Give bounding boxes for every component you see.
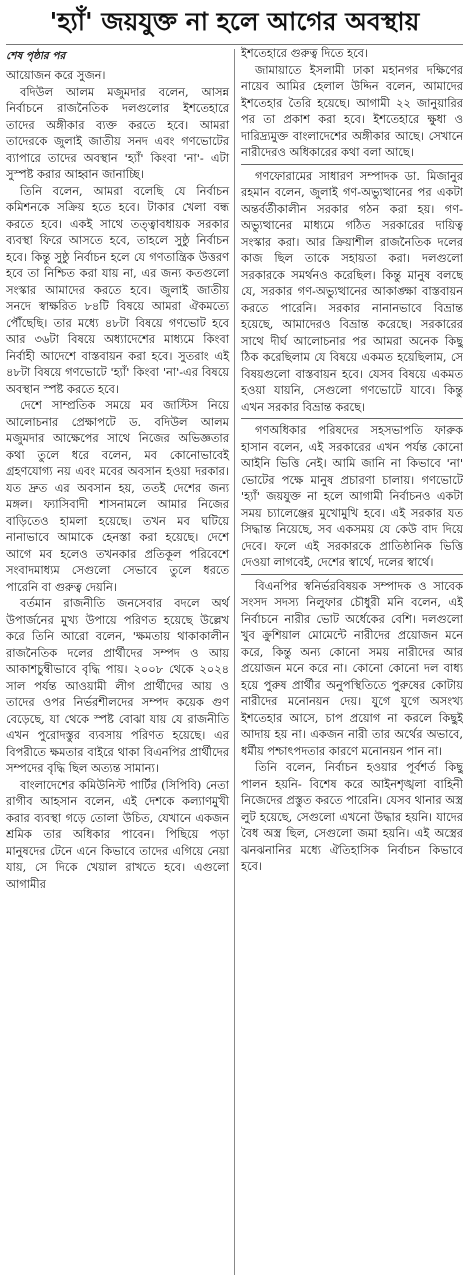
- section-divider: [241, 574, 463, 575]
- section-divider: [241, 418, 463, 419]
- section-divider: [241, 164, 463, 165]
- paragraph: ইশতেহারে গুরুত্ব দিতে হবে।: [241, 46, 369, 60]
- article-columns: [6, 45, 463, 1275]
- paragraph: বাংলাদেশের কমিউনিস্ট পার্টির (সিপিবি) নেতা রাগীব আহসান বলেন, এই দেশকে কল্যাণমুখী করার ব্যবস্থা গড়ে তোলা উচিত, যেখানে একজন শ্রমিক তার অধিকার পাবেন। পিছিয়ে পড়া মানুষদের টেনে এনে কিভাবে তাদের এগিয়ে নেয়া যায়, সে দিকে খেয়াল রাখতে হবে। এগুলো আগামীর: [6, 777, 229, 891]
- paragraph: বদিউল আলম মজুমদার বলেন, আসন্ন নির্বাচনে রাজনৈতিক দলগুলোর ইশতেহারে তাদের অঙ্গীকার ব্যক্ত করতে হবে। আমরা তাদেরকে জুলাই জাতীয় সনদ এবং গণভোটের ব্যাপারে তাদের অবস্থান 'হ্যাঁ' কিংবা 'না'- এটা সুস্পষ্ট করার আহ্বান জানাচ্ছি।: [6, 84, 229, 181]
- right-column: [235, 45, 463, 1275]
- paragraph: জামায়াতে ইসলামী ঢাকা মহানগর দক্ষিণের নায়েব আমির হেলাল উদ্দিন বলেন, আমাদের ইশতেহার তৈরি হয়েছে। আগামী ২২ জানুয়ারির পর তা প্রকাশ করা হবে। ইশতেহারে ক্ষুধা ও দারিদ্র্যমুক্ত বাংলাদেশের অঙ্গীকার আছে। সেখানে নারীদেরও অধিকারের কথা বলা আছে।: [241, 62, 463, 159]
- paragraph: গণঅধিকার পরিষদের সহসভাপতি ফারুক হাসান বলেন, এই সরকারের এখন পর্যন্ত কোনো আইনি ভিত্তি নেই। আমি জানি না কিভাবে 'না' ভোটের পক্ষে মানুষ প্রচারণা চালায়। গণভোটে 'হ্যাঁ' জয়যুক্ত না হলে আগামী নির্বাচনও একটা সময় চ্যালেঞ্জের মুখোমুখি হবে। এই সরকার যত সিদ্ধান্ত নিয়েছে, সব একসময় যে কেউ বাদ দিয়ে দেবে। ফলে এই সরকারকে প্রাতিষ্ঠানিক ভিত্তি দেওয়া লাগবেই, দেশের স্বার্থে, দলের স্বার্থে।: [241, 423, 463, 569]
- paragraph: তিনি বলেন, নির্বাচন হওয়ার পূর্বশর্ত কিছু পালন হয়নি- বিশেষ করে আইনশৃঙ্খলা বাহিনী নিজেদের প্রস্তুত করতে পারেনি। যেসব থানার অস্ত্র লুট হয়েছে, সেগুলো এখনো উদ্ধার হয়নি। যাদের বৈধ অস্ত্র ছিল, সেগুলো জমা হয়নি। এই অস্ত্রের ঝনঝনানির মধ্যে ঐতিহাসিক নির্বাচন কিভাবে হবে।: [241, 760, 463, 873]
- paragraph: গণফোরামের সাধারণ সম্পাদক ডা. মিজানুর রহমান বলেন, জুলাই গণ-অভ্যুত্থানের পর একটা অন্তর্বর্তীকালীন সরকার গঠন করা হয়। গণ-অভ্যুত্থানের মাধ্যমে গঠিত সরকারের দায়িত্ব সংস্কার করা। আর ক্রিয়াশীল রাজনৈতিক দলের কাজ ছিল তাকে সহায়তা করা। দলগুলো সরকারকে সমর্থনও করেছিল। কিন্তু মানুষ বলছে যে, সরকার গণ-অভ্যুত্থানের আকাঙ্ক্ষা বাস্তবায়ন করতে পারেনি। সরকার নানানভাবে বিভ্রান্ত হয়েছে, আমাদেরও বিভ্রান্ত করেছে। সরকারের সাথে দীর্ঘ আলোচনার পর আমরা অনেক কিছু ঠিক করেছিলাম যে বিষয়ে একমত হয়েছিলাম, সে বিষয়গুলো বাস্তবায়ন হবে। যেসব বিষয়ে একমত হওয়া যায়নি, সেগুলো গণভোটে যাবে। কিন্তু এখন সরকার বিভ্রান্ত করছে।: [241, 168, 463, 414]
- paragraph: দেশে সাম্প্রতিক সময়ে মব জাস্টিস নিয়ে আলোচনার প্রেক্ষাপটে ড. বদিউল আলম মজুমদার আক্ষেপের সাথে নিজের অভিজ্ঞতার কথা তুলে ধরে বলেন, মব কোনোভাবেই গ্রহণযোগ্য নয় এবং মবের অবসান হওয়া দরকার। যত দ্রুত এর অবসান হয়, ততই দেশের জন্য মঙ্গল। ফ্যাসিবাদী শাসনামলে আমার নিজের বাড়িতেও হামলা হয়েছে। তখন মব ঘটিয়ে নানাভাবে আমাকে হেনস্তা করা হয়েছে। দেশে আগে মব হলেও তখনকার প্রতিকূল পরিবেশে সংবাদমাধ্যম সেগুলো সেভাবে তুলে ধরতে পারেনি বা গুরুত্ব দেয়নি।: [6, 398, 229, 594]
- article-headline: 'হ্যাঁ' জয়যুক্ত না হলে আগের অবস্থায়: [6, 0, 463, 45]
- paragraph: বর্তমান রাজনীতি জনসেবার বদলে অর্থ উপার্জনের মুখ্য উপায়ে পরিণত হয়েছে উল্লেখ করে তিনি আরো বলেন, 'ক্ষমতায় থাকাকালীন রাজনৈতিক দলের প্রার্থীদের সম্পদ ও আয় আকাশচুম্বীভাবে বৃদ্ধি পায়। ২০০৮ থেকে ২০২৪ সাল পর্যন্ত আওয়ামী লীগ প্রার্থীদের আয় ও তাদের ওপর নির্ভরশীলদের সম্পদ কয়েক গুণ বেড়েছে, যা থেকে স্পষ্ট বোঝা যায় যে রাজনীতি এখন পুরোদস্তুর ব্যবসায় পরিণত হয়েছে। এর বিপরীতে ক্ষমতার বাইরে থাকা বিএনপির প্রার্থীদের সম্পদের বৃদ্ধি ছিল অত্যন্ত সামান্য।: [6, 596, 229, 775]
- paragraph: বিএনপির স্বনির্ভরবিষয়ক সম্পাদক ও সাবেক সংসদ সদস্য নিলুফার চৌধুরী মনি বলেন, এই নির্বাচনে নারীর ভোট অর্ধেকের বেশি। দলগুলো খুব ক্রুশিয়াল মোমেন্টে নারীদের প্রয়োজন মনে করে, কিন্তু অন্য কোনো সময় নারীদের আর প্রয়োজন মনে করে না। কোনো কোনো দল বাধ্য হয়ে পুরুষ প্রার্থীর অনুপস্থিতিতে পুরুষের কোটায় নারীদের মনোনয়ন দেয়। যুগে যুগে অসংখ্য ইশতেহার আসে, চাপ প্রয়োগ না করলে কিছুই আদায় হয় না। একজন নারী তার অর্থের অভাবে, ধর্মীয় পশ্চাৎপদতার কারণে মনোনয়ন পান না।: [241, 578, 463, 758]
- paragraph: তিনি বলেন, আমরা বলেছি যে নির্বাচন কমিশনকে সক্রিয় হতে হবে। টাকার খেলা বন্ধ করতে হবে। একই সাথে তত্ত্বাবধায়ক সরকার ব্যবস্থা ফিরে আসতে হবে, তাহলে সুষ্ঠু নির্বাচন হবে। কিন্তু সুষ্ঠু নির্বাচন হলে যে গণতান্ত্রিক উত্তরণ হবে তা নিশ্চিত করা যায় না, এর জন্য কতগুলো সংস্কার আমাদের করতে হবে। জুলাই জাতীয় সনদে স্বাক্ষরিত ৮৪টি বিষয়ে আমরা ঐকমত্যে পৌঁছেছি। তার মধ্যে ৪৮টা বিষয়ে গণভোট হবে আর ৩৬টা বিষয়ে অধ্যাদেশের মাধ্যমে কিংবা নির্বাহী আদেশে বাস্তবায়ন করা হবে। সুতরাং এই ৪৮টা বিষয়ে গণভোটে 'হ্যাঁ' কিংবা 'না'-এর বিষয়ে অবস্থান স্পষ্ট করতে হবে।: [6, 183, 229, 396]
- continuation-label: শেষ পৃষ্ঠার পর: [6, 50, 66, 62]
- paragraph: আয়োজন করে সুজন।: [6, 68, 106, 82]
- left-column: [6, 45, 234, 1275]
